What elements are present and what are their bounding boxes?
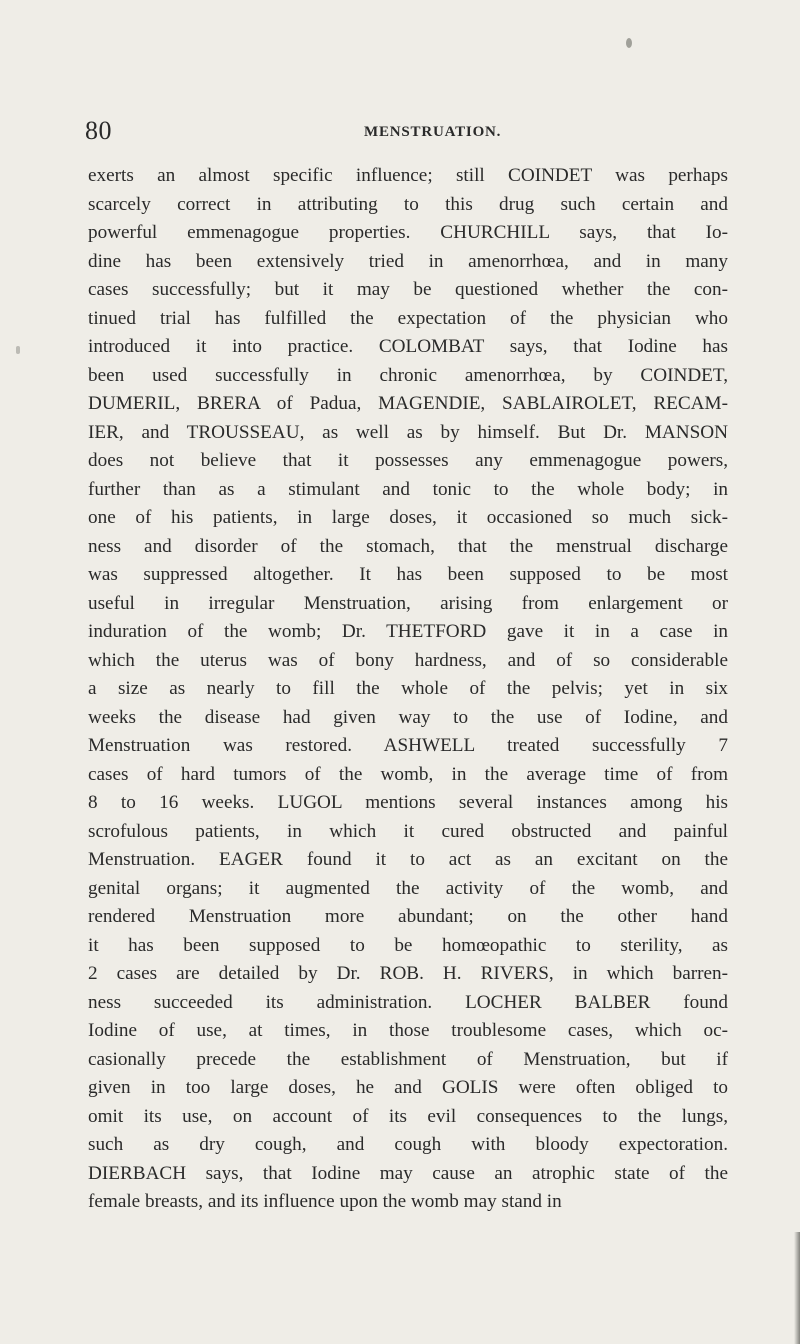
margin-mark (16, 346, 20, 354)
text-line: casionally precede the establishment of Menstruation, but if (88, 1048, 728, 1070)
text-line: rendered Menstruation more abundant; on the other hand (88, 906, 728, 927)
text-line: induration of the womb; Dr. THETFORD gave it in a case in (88, 621, 728, 642)
text-line: Menstruation was restored. ASHWELL treated successfully 7 (88, 735, 728, 756)
text-line: useful in irregular Menstruation, arising from enlargement or (88, 592, 728, 614)
page-edge-shadow (794, 1232, 800, 1344)
text-line: DIERBACH says, that Iodine may cause an atrophic state of the (88, 1162, 728, 1184)
text-line: given in too large doses, he and GOLIS were often obliged to (88, 1077, 728, 1098)
text-line: ness succeeded its administration. LOCHER BALBER found (88, 991, 728, 1013)
text-line: IER, and TROUSSEAU, as well as by himself. But Dr. MANSON (88, 421, 728, 443)
text-line: was suppressed altogether. It has been supposed to be most (88, 564, 728, 585)
text-line: dine has been extensively tried in amenorrhœa, and in many (88, 250, 728, 272)
text-line: one of his patients, in large doses, it occasioned so much sick- (88, 507, 728, 528)
text-line: cases successfully; but it may be questioned whether the con- (88, 279, 728, 300)
text-line: genital organs; it augmented the activity of the womb, and (88, 877, 728, 899)
text-line: Menstruation. EAGER found it to act as an excitant on the (88, 849, 728, 870)
text-line: a size as nearly to fill the whole of the pelvis; yet in six (88, 678, 728, 699)
text-line: scrofulous patients, in which it cured obstructed and painful (88, 820, 728, 842)
text-line: cases of hard tumors of the womb, in the average time of from (88, 763, 728, 785)
text-line: scarcely correct in attributing to this drug such certain and (88, 193, 728, 215)
page-number: 80 (85, 116, 112, 145)
running-head: MENSTRUATION. (364, 124, 502, 140)
text-line: which the uterus was of bony hardness, and of so considerable (88, 649, 728, 671)
text-line: Iodine of use, at times, in those troublesome cases, which oc- (88, 1020, 728, 1041)
text-line: omit its use, on account of its evil consequences to the lungs, (88, 1105, 728, 1127)
text-line: female breasts, and its influence upon the womb may stand in (88, 1191, 562, 1212)
text-line: exerts an almost specific influence; still COINDET was perhaps (88, 165, 728, 186)
text-line: ness and disorder of the stomach, that the menstrual discharge (88, 535, 728, 557)
text-line: powerful emmenagogue properties. CHURCHILL says, that Io- (88, 222, 728, 243)
text-line: weeks the disease had given way to the use of Iodine, and (88, 706, 728, 728)
text-line: such as dry cough, and cough with bloody expectoration. (88, 1134, 728, 1155)
body-text (88, 162, 728, 1217)
text-line: been used successfully in chronic amenorrhœa, by COINDET, (88, 364, 728, 386)
text-line: introduced it into practice. COLOMBAT says, that Iodine has (88, 336, 728, 357)
text-line: DUMERIL, BRERA of Padua, MAGENDIE, SABLAIROLET, RECAM- (88, 393, 728, 414)
ink-smudge (626, 38, 632, 48)
text-line: further than as a stimulant and tonic to the whole body; in (88, 478, 728, 500)
text-line: 2 cases are detailed by Dr. ROB. H. RIVERS, in which barren- (88, 963, 728, 984)
text-line: tinued trial has fulfilled the expectation of the physician who (88, 307, 728, 329)
text-line: it has been supposed to be homœopathic to sterility, as (88, 934, 728, 956)
text-line: 8 to 16 weeks. LUGOL mentions several instances among his (88, 792, 728, 813)
text-line: does not believe that it possesses any emmenagogue powers, (88, 450, 728, 471)
